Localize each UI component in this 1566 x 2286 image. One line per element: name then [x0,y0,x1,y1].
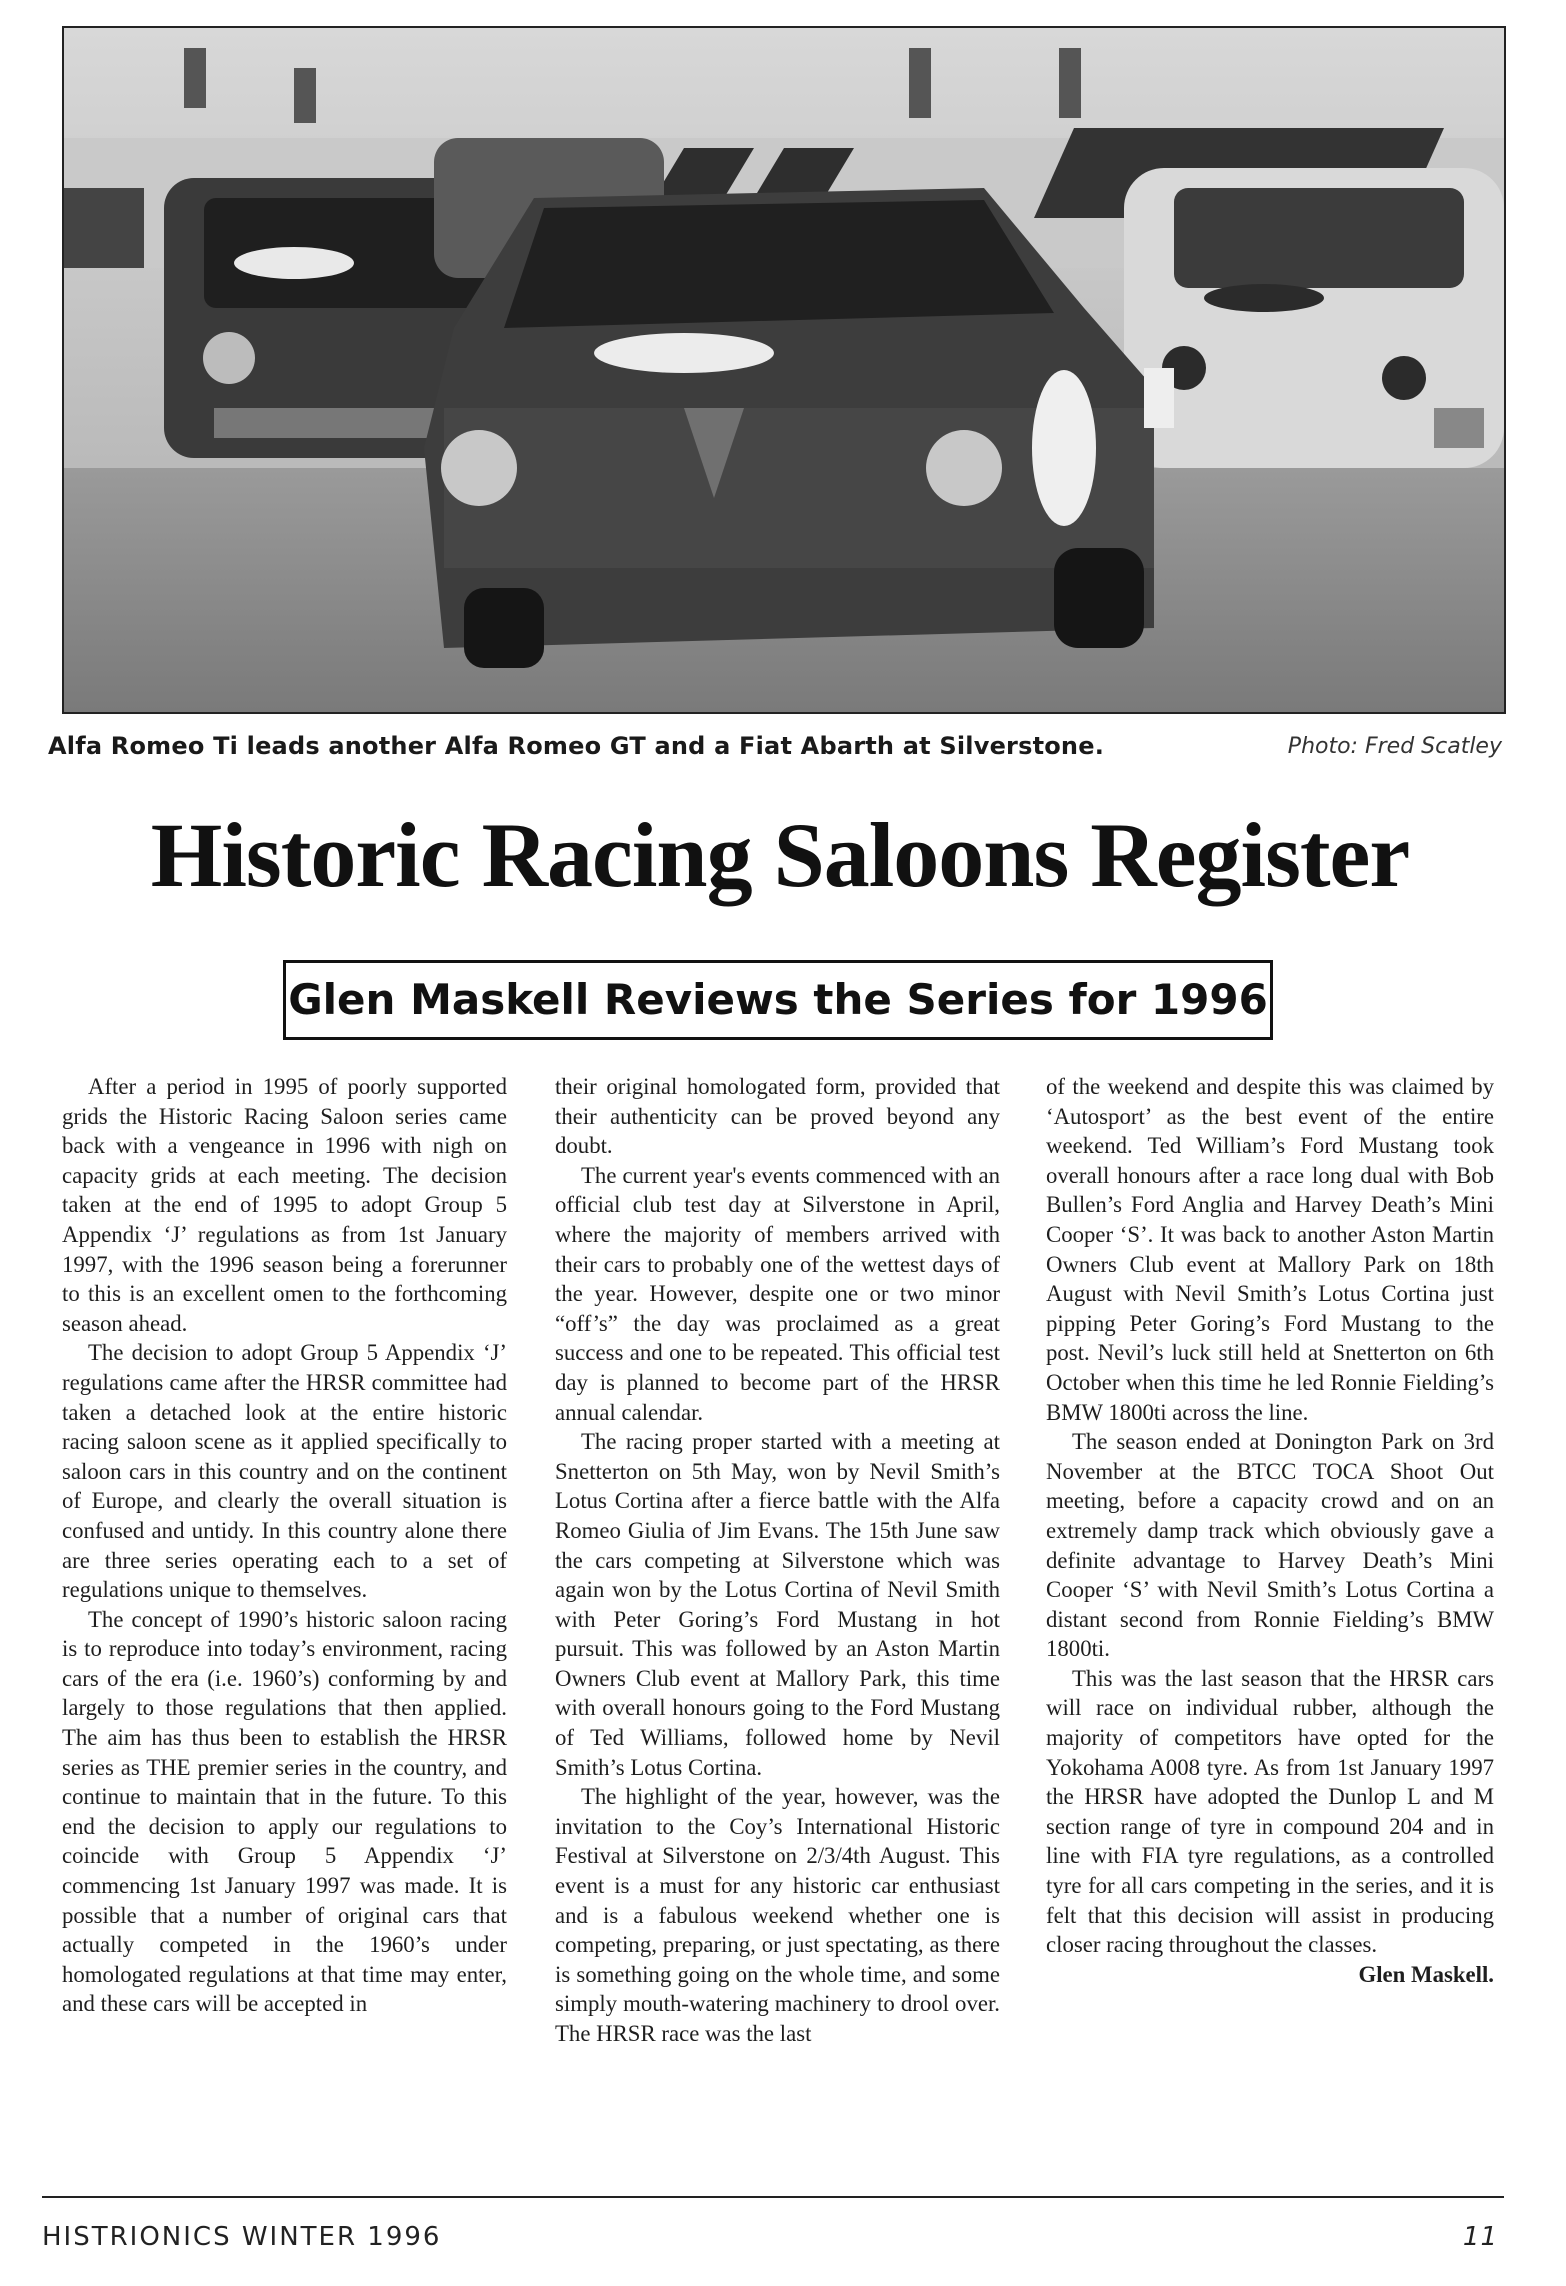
paragraph: The racing proper started with a meeting at Snetterton on 5th May, won by Nevil Smith’s Lotus Cortina after a fierce battle with the Alfa Romeo Giulia of Jim Evans. The 15th June saw the cars competing at Silverstone which was again won by the Lotus Cortina of Nevil Smith with Peter Goring’s Ford Mustang in hot pursuit. This was followed by an Aston Martin Owners Club event at Mallory Park, this time with overall honours going to the Ford Mustang of Ted Williams, followed home by Nevil Smith’s Lotus Cortina. [555,1429,1000,1780]
race-photo [62,26,1506,714]
page-number: 11 [1462,2222,1498,2252]
caption-text: Alfa Romeo Ti leads another Alfa Romeo GT and a Fiat Abarth at Silverstone. [48,732,1105,760]
paragraph: their original homologated form, provided that their authenticity can be proved beyond any doubt. [555,1074,1000,1159]
paragraph: The highlight of the year, however, was the invitation to the Coy’s International Historic Festival at Silverstone on 2/3/4th August. This event is a must for any historic car enthusiast and is a fabulous weekend whether one is competing, preparing, or just spectating, as there is something going on the whole time, and some simply mouth-watering machinery to drool over. The HRSR race was the last [555,1784,1000,2046]
paragraph: The concept of 1990’s historic saloon racing is to reproduce into today’s environment, racing cars of the era (i.e. 1960’s) conforming by and largely to those regulations that then applied. The aim has thus been to establish the HRSR series as THE premier series in the country, and continue to maintain that in the future. To this end the decision to apply our regulations to coincide with Group 5 Appendix ‘J’ commencing 1st January 1997 was made. It is possible that a number of original cars that actually competed in the 1960’s under homologated regulations at that time may enter, and these cars will be accepted in [62,1606,507,2017]
photo-caption [48,728,1502,768]
page-title: Historic Racing Saloons Register [150,804,1410,906]
photo-credit: Photo: Fred Scatley [1287,734,1502,759]
footer-rule [42,2196,1504,2198]
racing-cars-photo-icon [64,28,1504,712]
paragraph: The current year's events commenced with an official club test day at Silverstone in April, where the majority of members arrived with their cars to probably one of the wettest days of the year. However, despite one or two minor “off’s” the day was proclaimed as a great success and one to be repeated. This official test day is planned to become part of the HRSR annual calendar. [555,1162,1000,1425]
paragraph: This was the last season that the HRSR cars will race on individual rubber, although the majority of competitors have opted for the Yokohama A008 tyre. As from 1st January 1997 the HRSR have adopted the Dunlop L and M section range of tyre in compound 204 and in line with FIA tyre regulations, as a controlled tyre for all cars competing in the series, and it is felt that this decision will assist in producing closer racing throughout the classes. [1046,1665,1494,1958]
paragraph: After a period in 1995 of poorly supported grids the Historic Racing Saloon series came back with a vengeance in 1996 with nigh on capacity grids at each meeting. The decision taken at the end of 1995 to adopt Group 5 Appendix ‘J’ regulations as from 1st January 1997, with the 1996 season being a forerunner to this is an excellent omen to the forthcoming season ahead. [62,1074,507,1336]
paragraph: of the weekend and despite this was claimed by ‘Autosport’ as the best event of the entire weekend. Ted William’s Ford Mustang took overall honours after a race long dual with Bob Bullen’s Ford Anglia and Harvey Death’s Mini Cooper ‘S’. It was back to another Aston Martin Owners Club event at Mallory Park on 18th August with Nevil Smith’s Lotus Cortina just pipping Peter Goring’s Ford Mustang to the post. Nevil’s luck still held at Snetterton on 6th October when this time he led Ronnie Fielding’s BMW 1800ti across the line. [1046,1074,1494,1425]
paragraph: The season ended at Donington Park on 3rd November at the BTCC TOCA Shoot Out meeting, before a capacity crowd and on an extremely damp track which obviously gave a definite advantage to Harvey Death’s Mini Cooper ‘S’ with Nevil Smith’s Lotus Cortina a distant second from Ronnie Fielding’s BMW 1800ti. [1046,1429,1494,1662]
body-column-1 [62,1072,507,2019]
author-signature: Glen Maskell. [1358,1961,1494,1987]
body-column-2 [555,1072,1000,2049]
subheadline-box: Glen Maskell Reviews the Series for 1996 [283,960,1273,1040]
body-column-3 [1046,1072,1494,1989]
paragraph: The decision to adopt Group 5 Appendix ‘J’ regulations came after the HRSR committee had taken a detached look at the entire historic racing saloon scene as it applied specifically to saloon cars in this country and on the continent of Europe, and clearly the overall situation is confused and untidy. In this country alone there are three series operating each to a set of regulations unique to themselves. [62,1340,507,1603]
page-footer [42,2222,1504,2262]
publication-name: HISTRIONICS WINTER 1996 [42,2222,442,2252]
